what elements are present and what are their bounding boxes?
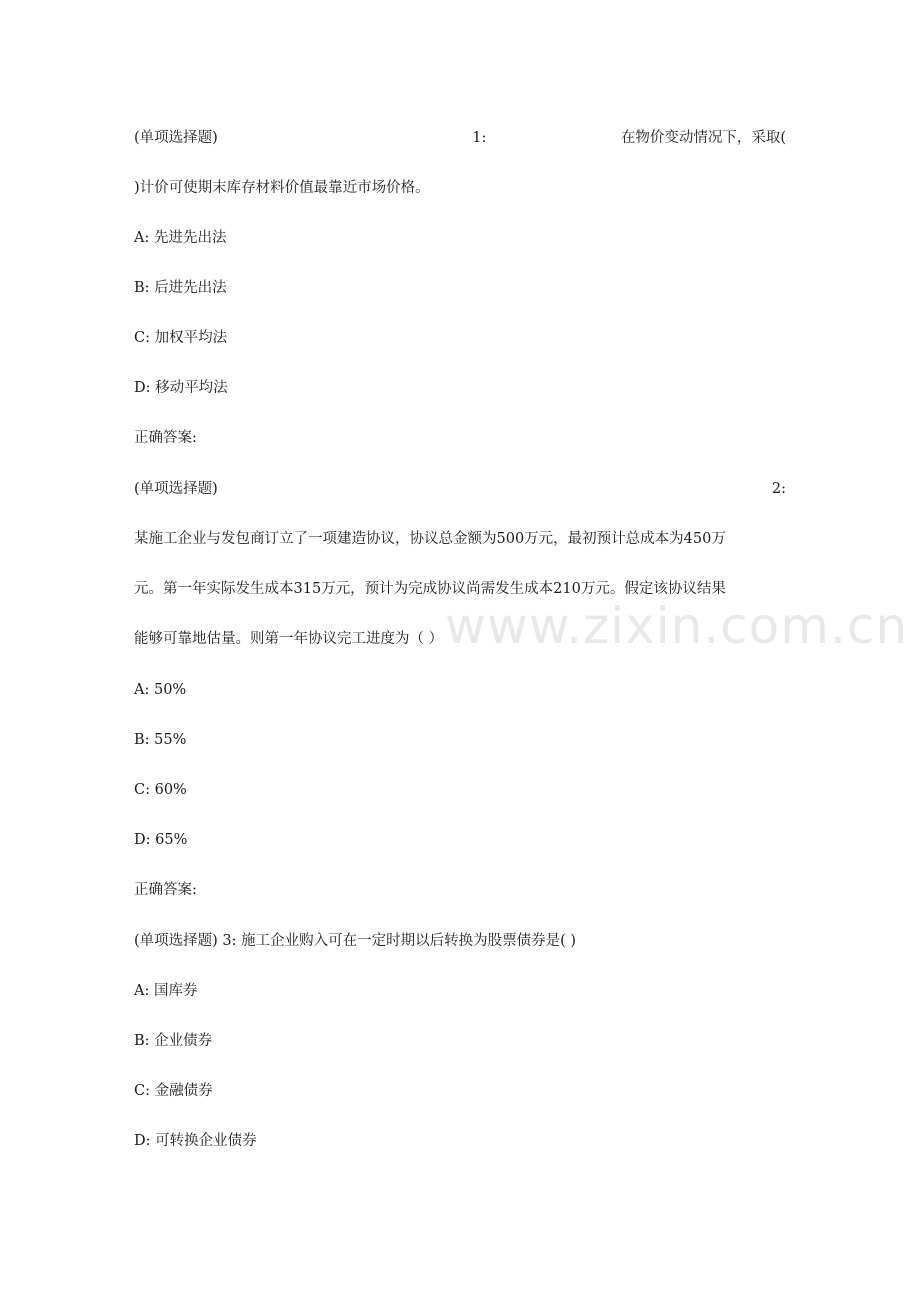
q2-number: 2:: [771, 481, 786, 497]
q3-header: (单项选择题) 3: 施工企业购入可在一定时期以后转换为股票债券是( ): [134, 933, 577, 949]
q1-option-b: B: 后进先出法: [134, 280, 227, 296]
q1-option-a: A: 先进先出法: [134, 230, 227, 246]
q3-option-a: A: 国库券: [134, 983, 198, 999]
q1-header: [134, 128, 786, 148]
q2-stem-line1: 某施工企业与发包商订立了一项建造协议，协议总金额为500万元，最初预计总成本为450万: [134, 531, 726, 547]
q1-number: 1:: [472, 130, 487, 146]
q2-answer-label: 正确答案:: [134, 882, 197, 898]
q2-option-d: D: 65%: [134, 832, 188, 848]
q2-option-a: A: 50%: [134, 682, 187, 698]
q1-option-d: D: 移动平均法: [134, 380, 228, 396]
q2-stem-line3: 能够可靠地估量。则第一年协议完工进度为（ ）: [134, 631, 444, 647]
q2-stem-line2: 元。第一年实际发生成本315万元，预计为完成协议尚需发生成本210万元。假定该协议结果: [134, 581, 726, 597]
q2-option-b: B: 55%: [134, 732, 187, 748]
q2-type: (单项选择题): [134, 481, 218, 497]
q3-option-c: C: 金融债券: [134, 1083, 213, 1099]
q1-stem-part2: )计价可使期末库存材料价值最靠近市场价格。: [134, 180, 430, 196]
q3-option-b: B: 企业债券: [134, 1033, 213, 1049]
q3-option-d: D: 可转换企业债券: [134, 1133, 257, 1149]
q1-option-c: C: 加权平均法: [134, 330, 228, 346]
q2-option-c: C: 60%: [134, 782, 187, 798]
q1-type: (单项选择题): [134, 130, 218, 146]
q1-stem-part1: 在物价变动情况下，采取(: [620, 130, 786, 146]
q2-header: [134, 479, 786, 499]
q1-answer-label: 正确答案:: [134, 430, 197, 446]
watermark: www.zixin.com.cn: [445, 597, 909, 655]
